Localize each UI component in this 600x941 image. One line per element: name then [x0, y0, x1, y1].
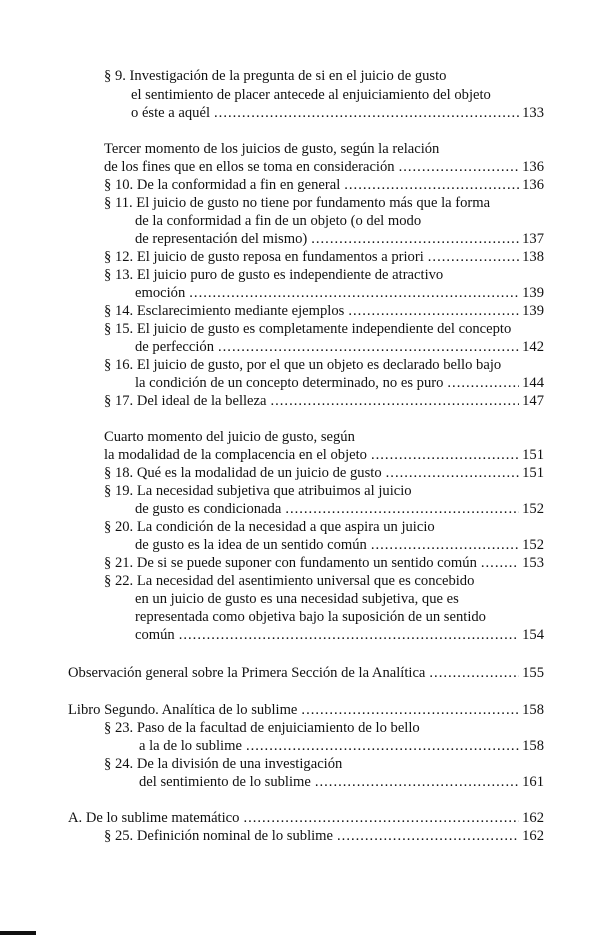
page-number: 155	[522, 665, 544, 681]
toc-entry-text: § 14. Esclarecimiento mediante ejemplos	[104, 303, 345, 319]
toc-entry	[104, 266, 540, 284]
toc-entry	[104, 176, 544, 194]
toc-entry	[139, 773, 544, 791]
leader-dots	[447, 374, 519, 392]
page-number: 153	[522, 555, 544, 571]
leader-dots	[344, 176, 519, 194]
toc-entry-text: § 24. De la división de una investigación	[104, 756, 343, 772]
toc-section-heading	[104, 140, 540, 158]
page-number: 142	[522, 339, 544, 355]
leader-dots	[179, 626, 519, 644]
page-number: 158	[522, 702, 544, 718]
toc-entry	[131, 86, 540, 104]
page-number: 151	[522, 465, 544, 481]
page-number: 147	[522, 393, 544, 409]
toc-entry	[104, 719, 540, 737]
leader-dots	[189, 284, 519, 302]
toc-entry	[104, 248, 544, 266]
page-number: 152	[522, 501, 544, 517]
leader-dots	[246, 737, 519, 755]
toc-entry	[104, 554, 544, 572]
page-number: 138	[522, 249, 544, 265]
toc-entry-text: § 19. La necesidad subjetiva que atribuimos al juicio	[104, 483, 412, 499]
toc-entry-text: de la conformidad a fin de un objeto (o del modo	[135, 213, 422, 229]
leader-dots	[243, 809, 519, 827]
toc-entry	[104, 194, 540, 212]
leader-dots	[218, 338, 519, 356]
leader-dots	[285, 500, 519, 518]
toc-entry-text: en un juicio de gusto es una necesidad subjetiva, que es	[135, 591, 459, 607]
toc-entry-text: § 23. Paso de la facultad de enjuiciamiento de lo bello	[104, 720, 420, 736]
leader-dots	[214, 104, 519, 122]
toc-entry-text: representada como objetiva bajo la suposición de un sentido	[135, 609, 486, 625]
page-number: 133	[522, 105, 544, 121]
leader-dots	[301, 701, 519, 719]
toc-entry-text: § 25. Definición nominal de lo sublime	[104, 828, 334, 844]
leader-dots	[315, 773, 519, 791]
toc-entry-text: la condición de un concepto determinado, no es puro	[135, 375, 444, 391]
toc-entry	[104, 356, 560, 374]
toc-entry-text: de gusto es la idea de un sentido común	[135, 537, 367, 553]
page-number: 137	[522, 231, 544, 247]
page-number: 136	[522, 159, 544, 175]
page-number: 136	[522, 177, 544, 193]
toc-entry	[139, 737, 544, 755]
toc-entry-text: de los fines que en ellos se toma en consideración	[104, 159, 395, 175]
toc-entry-text: § 12. El juicio de gusto reposa en fundamentos a priori	[104, 249, 424, 265]
toc-entry-text: § 13. El juicio puro de gusto es independiente de atractivo	[104, 267, 444, 283]
leader-dots	[270, 392, 519, 410]
toc-entry-text: Tercer momento de los juicios de gusto, según la relación	[104, 141, 440, 157]
page-number: 139	[522, 303, 544, 319]
page-number: 154	[522, 627, 544, 643]
toc-entry-text: § 10. De la conformidad a fin en general	[104, 177, 341, 193]
toc-entry	[104, 518, 540, 536]
toc-entry-text: Observación general sobre la Primera Sección de la Analítica	[68, 665, 426, 681]
toc-entry-text: § 22. La necesidad del asentimiento universal que es concebido	[104, 573, 475, 589]
toc-entry-text: § 17. Del ideal de la belleza	[104, 393, 267, 409]
toc-entry	[104, 827, 544, 845]
leader-dots	[386, 464, 519, 482]
toc-entry-text: Libro Segundo. Analítica de lo sublime	[68, 702, 298, 718]
toc-entry	[104, 392, 544, 410]
leader-dots	[371, 536, 519, 554]
page-number: 162	[522, 810, 544, 826]
leader-dots	[371, 446, 519, 464]
toc-entry	[135, 338, 544, 356]
leader-dots	[348, 302, 519, 320]
toc-entry	[104, 158, 544, 176]
toc-entry-text: común	[135, 627, 175, 643]
page-number: 158	[522, 738, 544, 754]
leader-dots	[428, 248, 519, 266]
toc-entry-text: emoción	[135, 285, 186, 301]
page-number: 139	[522, 285, 544, 301]
leader-dots	[399, 158, 520, 176]
toc-entry	[135, 212, 540, 230]
toc-entry	[104, 67, 540, 85]
leader-dots	[311, 230, 519, 248]
toc-entry-text: de perfección	[135, 339, 214, 355]
toc-entry-text: § 20. La condición de la necesidad a que aspira un juicio	[104, 519, 435, 535]
toc-entry	[104, 572, 560, 590]
toc-entry	[68, 664, 544, 682]
toc-entry-text: § 21. De si se puede suponer con fundamento un sentido común	[104, 555, 477, 571]
toc-entry-text: § 15. El juicio de gusto es completamente independiente del concepto	[104, 321, 512, 337]
toc-entry	[135, 608, 560, 626]
toc-entry	[104, 302, 544, 320]
toc-entry-text: el sentimiento de placer antecede al enjuiciamiento del objeto	[131, 87, 491, 103]
toc-entry	[135, 500, 544, 518]
toc-entry-text: § 18. Qué es la modalidad de un juicio de gusto	[104, 465, 382, 481]
page-number: 144	[522, 375, 544, 391]
leader-dots	[337, 827, 519, 845]
scan-edge-mark	[0, 931, 36, 935]
toc-entry-text: de gusto es condicionada	[135, 501, 282, 517]
page-number: 151	[522, 447, 544, 463]
toc-section-heading	[104, 428, 540, 446]
toc-entry-text: la modalidad de la complacencia en el objeto	[104, 447, 367, 463]
toc-entry-text: del sentimiento de lo sublime	[139, 774, 311, 790]
toc-entry-text: § 16. El juicio de gusto, por el que un objeto es declarado bello bajo	[104, 357, 502, 373]
toc-entry	[131, 104, 544, 122]
leader-dots	[429, 664, 519, 682]
toc-entry-text: o éste a aquél	[131, 105, 211, 121]
toc-entry-text: § 11. El juicio de gusto no tiene por fundamento más que la forma	[104, 195, 491, 211]
toc-entry-text: a la de lo sublime	[139, 738, 242, 754]
toc-entry	[104, 482, 540, 500]
toc-entry	[104, 320, 570, 338]
toc-entry	[135, 536, 544, 554]
page-number: 152	[522, 537, 544, 553]
toc-entry	[104, 755, 540, 773]
toc-entry	[135, 590, 560, 608]
page-number: 162	[522, 828, 544, 844]
leader-dots	[481, 554, 519, 572]
page-number: 161	[522, 774, 544, 790]
toc-entry-text: A. De lo sublime matemático	[68, 810, 240, 826]
toc-entry	[104, 464, 544, 482]
toc-entry	[135, 374, 544, 392]
toc-entry	[104, 446, 544, 464]
toc-entry-text: § 9. Investigación de la pregunta de si en el juicio de gusto	[104, 68, 447, 84]
toc-section-heading	[68, 701, 544, 719]
toc-entry-text: de representación del mismo)	[135, 231, 308, 247]
toc-section-heading	[68, 809, 544, 827]
toc-entry	[135, 284, 544, 302]
toc-entry-text: Cuarto momento del juicio de gusto, según	[104, 429, 355, 445]
toc-entry	[135, 230, 544, 248]
toc-entry	[135, 626, 544, 644]
